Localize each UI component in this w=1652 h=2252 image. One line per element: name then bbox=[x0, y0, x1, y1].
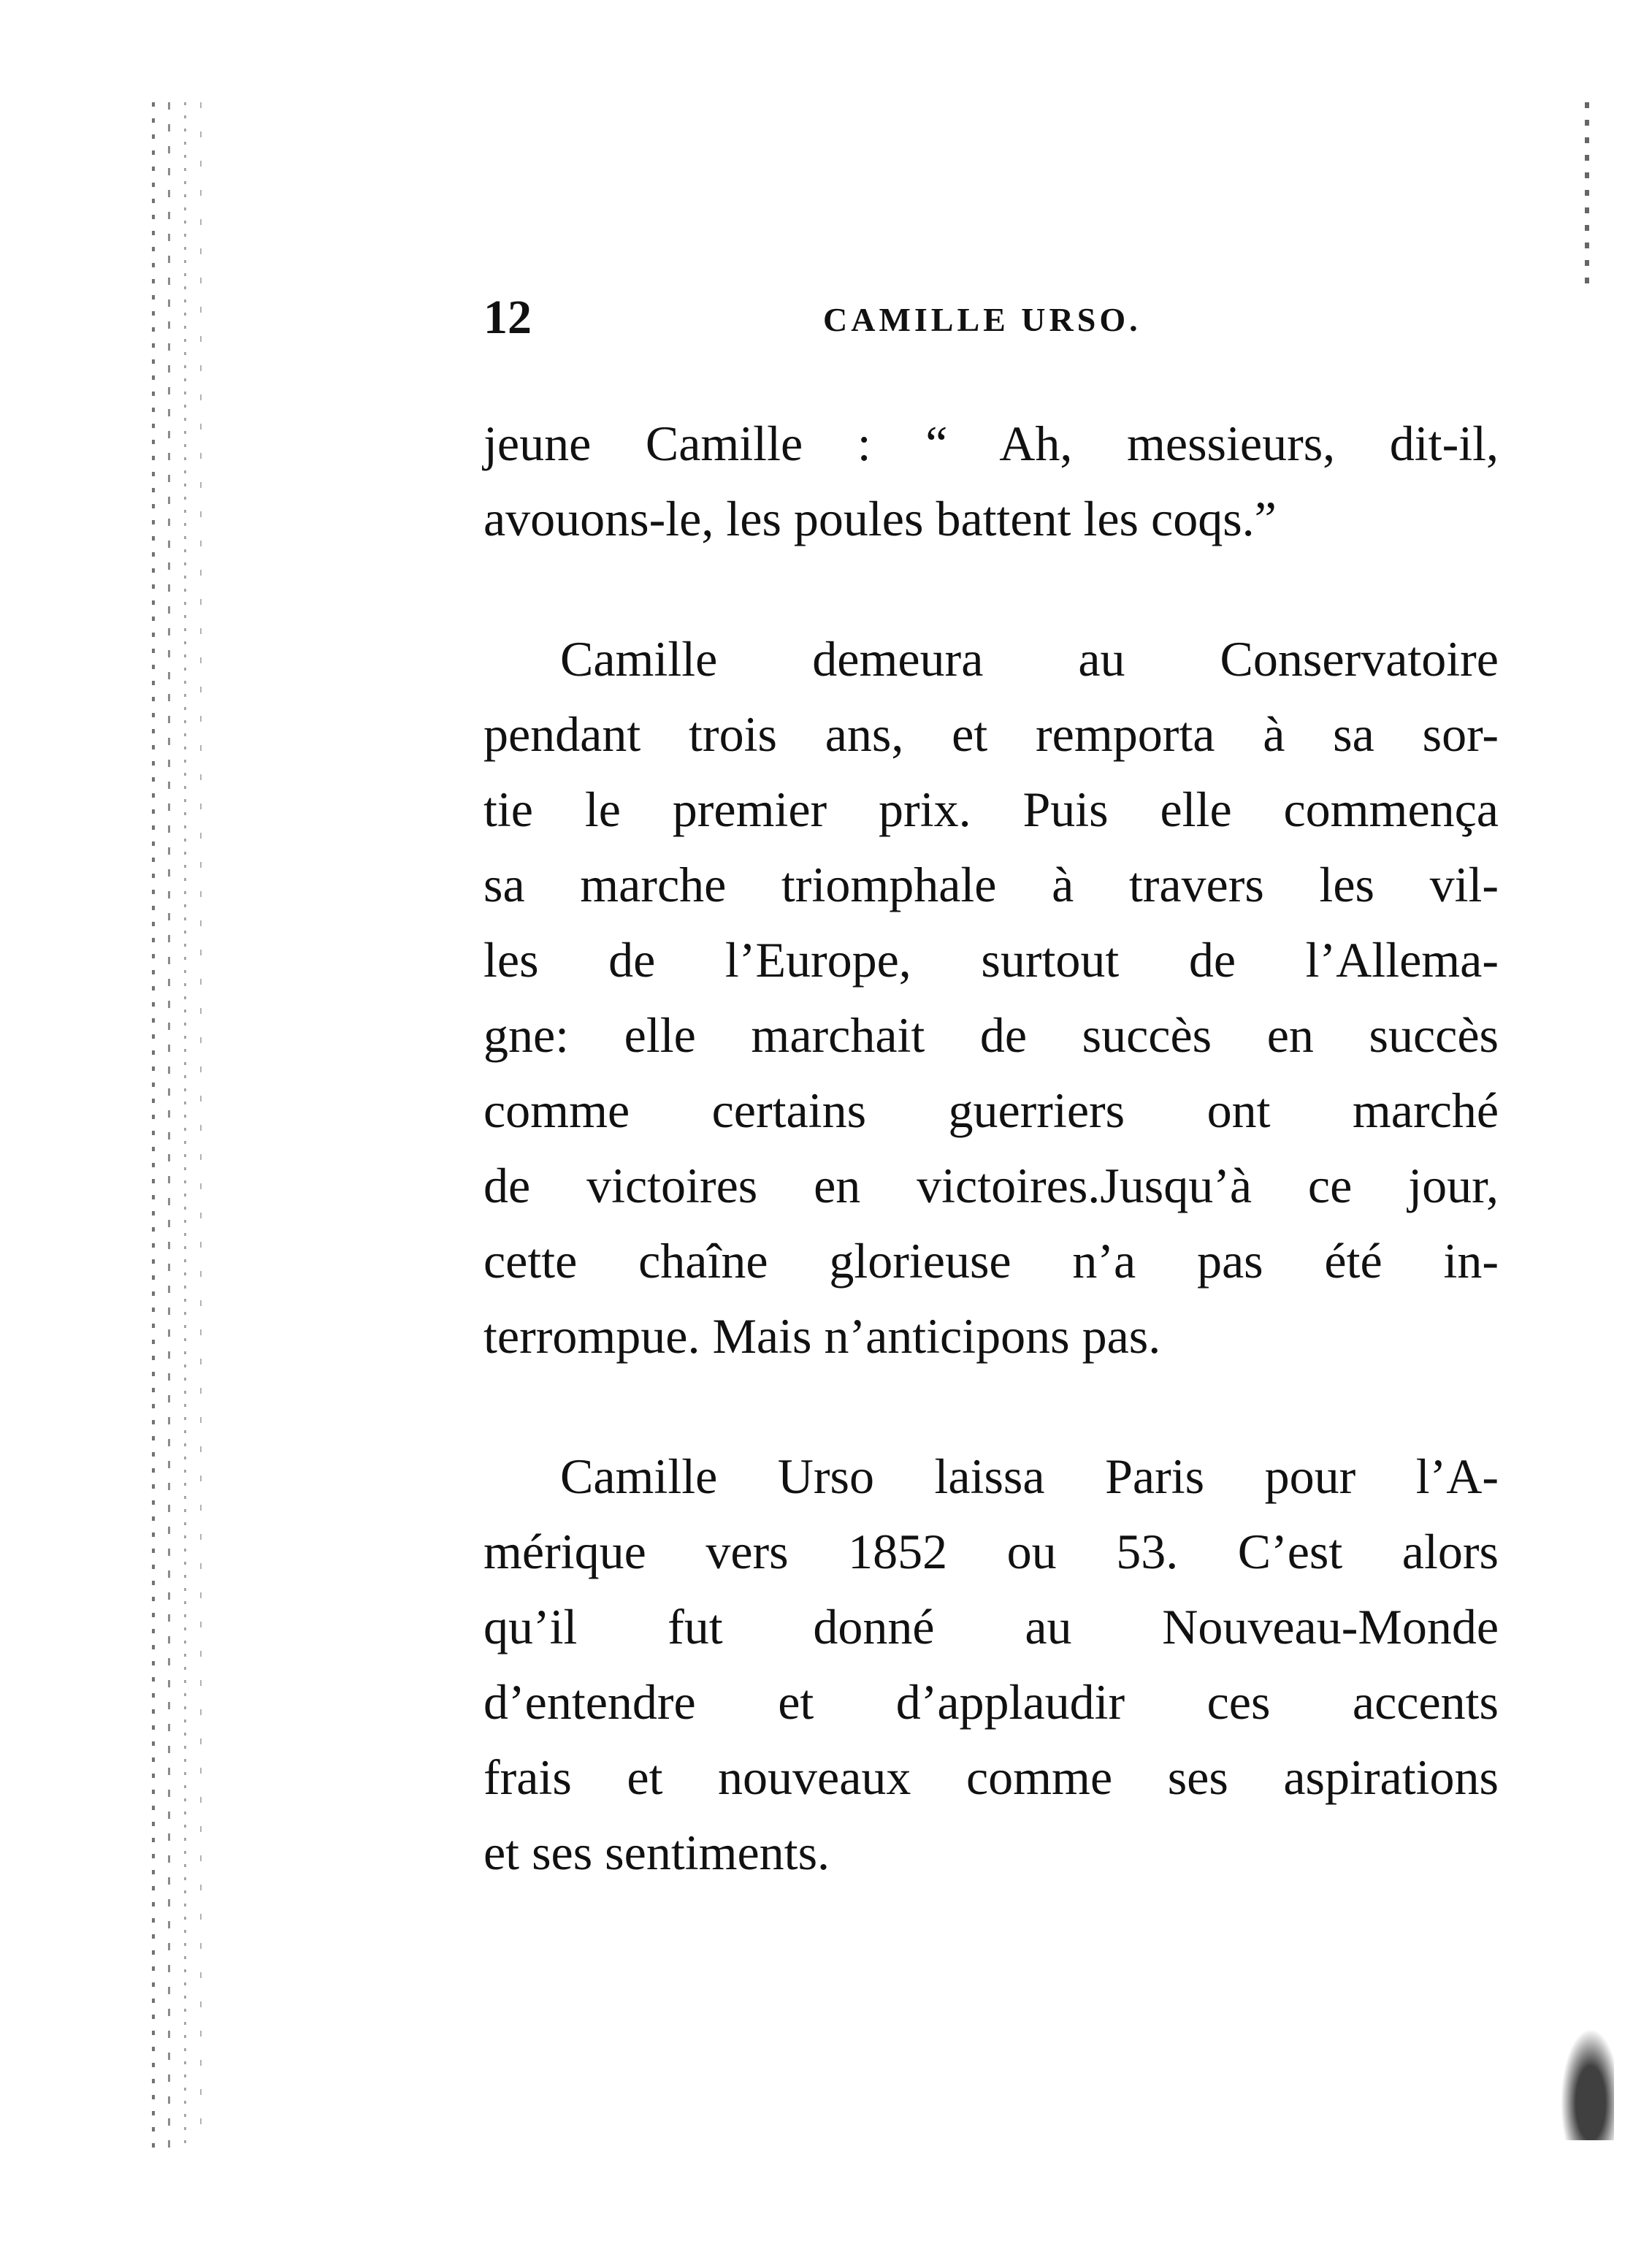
text-line: mérique vers 1852 ou 53. C’est alors bbox=[483, 1524, 1499, 1579]
text-line: avouons-le, les poules battent les coqs.” bbox=[483, 491, 1277, 546]
text-line: qu’il fut donné au Nouveau-Monde bbox=[483, 1599, 1499, 1654]
text-line: Camille Urso laissa Paris pour l’A- bbox=[560, 1448, 1499, 1504]
scan-edge-artifact-right-bottom bbox=[1556, 2016, 1614, 2140]
text-line: gne: elle marchait de succès en succès bbox=[483, 1007, 1499, 1063]
page-number: 12 bbox=[483, 291, 532, 344]
text-line: Camille demeura au Conservatoire bbox=[560, 631, 1499, 687]
text-line: jeune Camille : “ Ah, messieurs, dit-il, bbox=[483, 416, 1499, 471]
text-line: cette chaîne glorieuse n’a pas été in- bbox=[483, 1233, 1499, 1289]
text-line: terrompue. Mais n’anticipons pas. bbox=[483, 1308, 1161, 1364]
running-title: CAMILLE URSO. bbox=[823, 301, 1142, 338]
paragraph-1 bbox=[483, 406, 1499, 557]
paragraph-2 bbox=[483, 622, 1499, 1374]
running-head bbox=[483, 285, 1499, 351]
text-line: de victoires en victoires.Jusqu’à ce jour, bbox=[483, 1158, 1499, 1213]
scan-edge-artifact-right-top bbox=[1570, 102, 1614, 292]
text-line: pendant trois ans, et remporta à sa sor- bbox=[483, 706, 1499, 762]
text-line: sa marche triomphale à travers les vil- bbox=[483, 857, 1499, 912]
text-line: frais et nouveaux comme ses aspirations bbox=[483, 1749, 1499, 1805]
text-line: et ses sentiments. bbox=[483, 1825, 830, 1880]
text-line: les de l’Europe, surtout de l’Allema- bbox=[483, 932, 1499, 988]
paragraph-3 bbox=[483, 1439, 1499, 1890]
body-text bbox=[483, 406, 1499, 1890]
text-line: comme certains guerriers ont marché bbox=[483, 1083, 1499, 1138]
text-line: tie le premier prix. Puis elle commença bbox=[483, 782, 1499, 837]
text-line: d’entendre et d’applaudir ces accents bbox=[483, 1674, 1499, 1730]
scan-edge-artifact-left bbox=[146, 102, 226, 2148]
